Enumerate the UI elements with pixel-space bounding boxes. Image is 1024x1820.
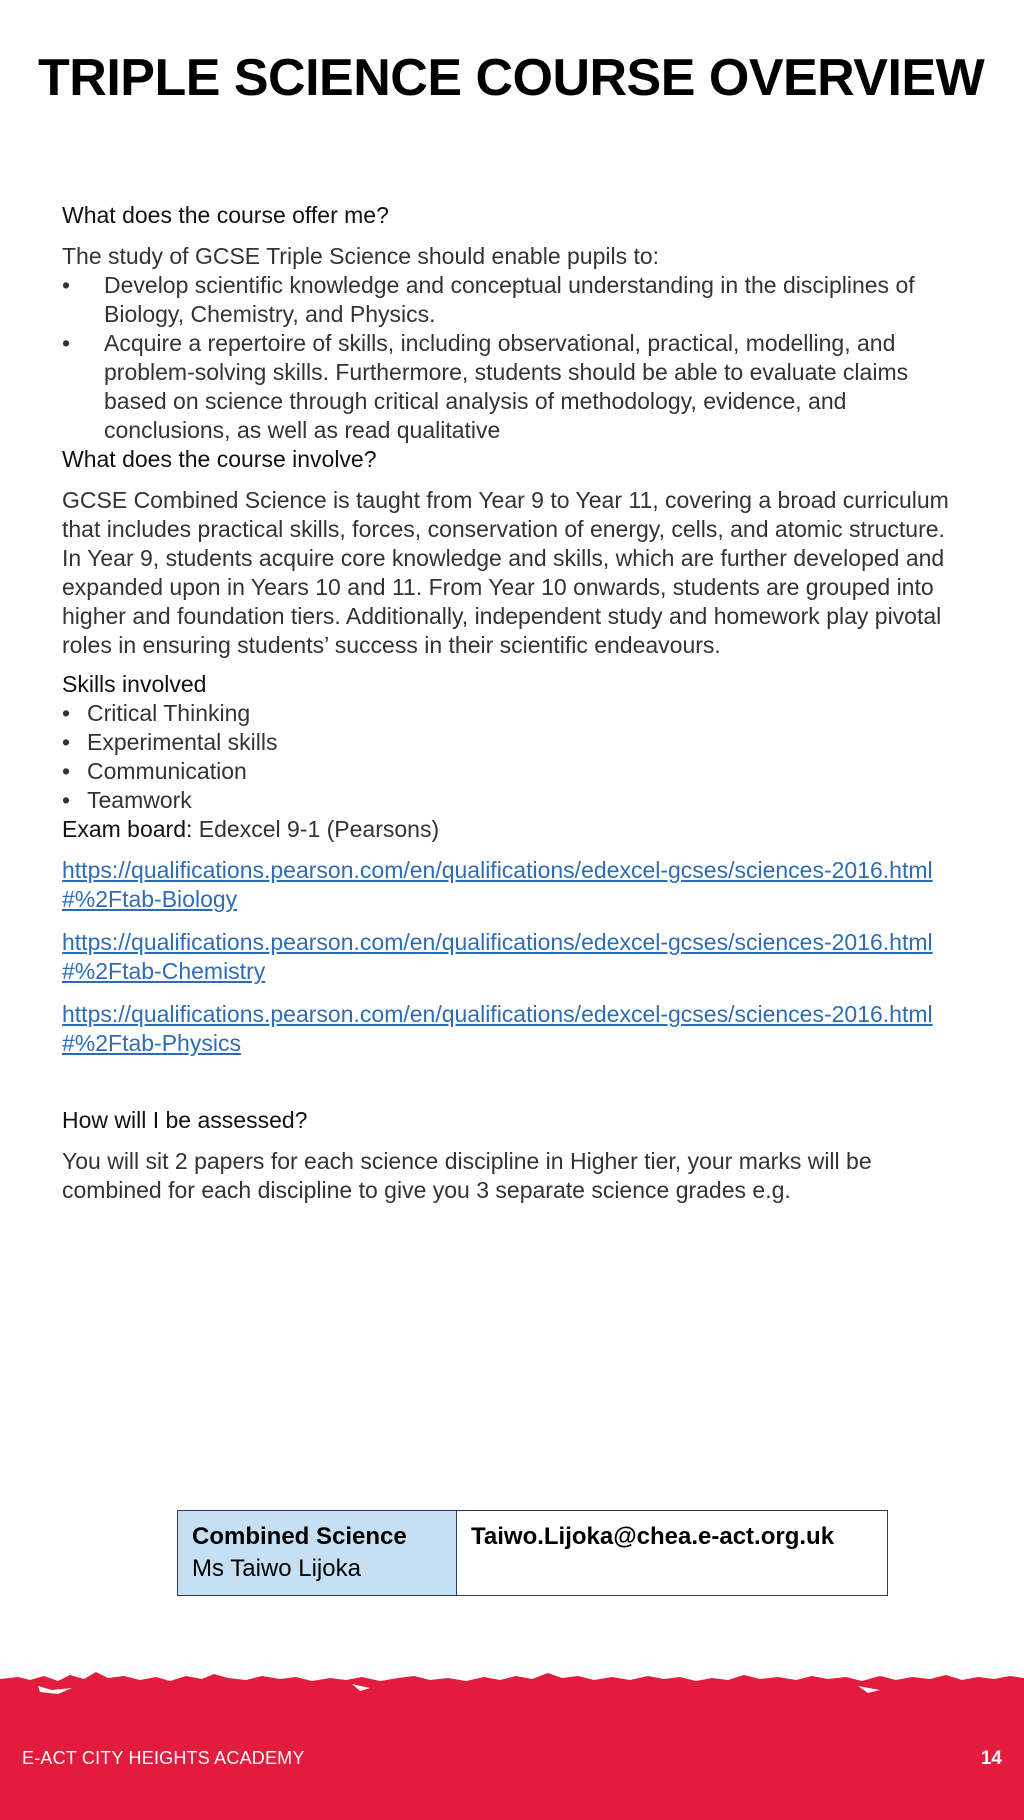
footer-band (0, 1668, 1024, 1820)
contact-email[interactable]: Taiwo.Lijoka@chea.e-act.org.uk (471, 1523, 835, 1550)
page-number: 14 (980, 1748, 1002, 1769)
skills-heading: Skills involved (62, 671, 207, 697)
offer-bullet-2 (62, 329, 962, 445)
skill-text: Teamwork (87, 787, 192, 813)
contact-name: Ms Taiwo Lijoka (192, 1555, 361, 1582)
torn-paper-band (0, 1668, 1024, 1820)
skill-text: Critical Thinking (87, 700, 251, 726)
bullet-dot: • (62, 700, 71, 726)
skill-text: Experimental skills (87, 729, 278, 755)
section-spacer (62, 1072, 962, 1106)
offer-intro: The study of GCSE Triple Science should enable pupils to: (62, 243, 660, 269)
contact-name-cell (178, 1511, 457, 1596)
skill-item (62, 757, 962, 786)
assessed-text: You will sit 2 papers for each science discipline in Higher tier, your marks will be combined for each discipline to give you 3 separate science grades e.g. (62, 1148, 872, 1203)
physics-spec-link[interactable]: https://qualifications.pearson.com/en/qualifications/edexcel-gcses/sciences-2016.html#%2Ftab-Physics (62, 1001, 933, 1056)
offer-heading: What does the course offer me? (62, 202, 389, 228)
contact-subject: Combined Science (192, 1523, 407, 1550)
offer-bullet-1 (62, 271, 962, 329)
involve-heading: What does the course involve? (62, 446, 377, 472)
exam-board-value: Edexcel 9-1 (Pearsons) (192, 816, 440, 842)
offer-bullet-list (62, 271, 962, 445)
involve-text: GCSE Combined Science is taught from Year 9 to Year 11, covering a broad curriculum that includes practical skills, forces, conservation of energy, cells, and atomic structure. In Year 9, students acquire core knowledge and skills, which are further developed and expanded upon in Years 10 and 11. From Year 10 onwards, students are grouped into higher and foundation tiers. Additionally, independent study and homework play pivotal roles in ensuring students’ success in their scientific endeavours. (62, 487, 949, 658)
bullet-dot: • (62, 787, 71, 813)
contact-email-cell (457, 1511, 888, 1596)
bullet-dot: • (62, 729, 71, 755)
exam-board (62, 815, 962, 844)
torn-edge-shape (0, 1672, 1024, 1820)
skills-list (62, 699, 962, 815)
skill-item (62, 786, 962, 815)
offer-bullet-text-1: Develop scientific knowledge and conceptual understanding in the disciplines of Biology, Chemistry, and Physics. (104, 272, 915, 327)
bullet-dot: • (62, 330, 71, 356)
contact-table (177, 1510, 888, 1596)
biology-spec-link[interactable]: https://qualifications.pearson.com/en/qualifications/edexcel-gcses/sciences-2016.html#%2Ftab-Biology (62, 857, 933, 912)
skill-item (62, 699, 962, 728)
skill-text: Communication (87, 758, 247, 784)
bullet-dot: • (62, 272, 71, 298)
contact-row (178, 1511, 888, 1596)
assessed-heading: How will I be assessed? (62, 1107, 308, 1133)
footer-school-name: E-ACT CITY HEIGHTS ACADEMY (22, 1748, 305, 1768)
offer-bullet-text-2: Acquire a repertoire of skills, including observational, practical, modelling, and problem-solving skills. Furthermore, students should be able to evaluate claims based on science through critical analysis of methodology, evidence, and conclusions, as well as read qualitative (104, 330, 909, 443)
page-title: TRIPLE SCIENCE COURSE OVERVIEW (38, 49, 985, 107)
bullet-dot: • (62, 758, 71, 784)
skill-item (62, 728, 962, 757)
chemistry-spec-link[interactable]: https://qualifications.pearson.com/en/qualifications/edexcel-gcses/sciences-2016.html#%2Ftab-Chemistry (62, 929, 933, 984)
exam-board-label: Exam board: (62, 816, 193, 842)
main-content (62, 201, 962, 1205)
